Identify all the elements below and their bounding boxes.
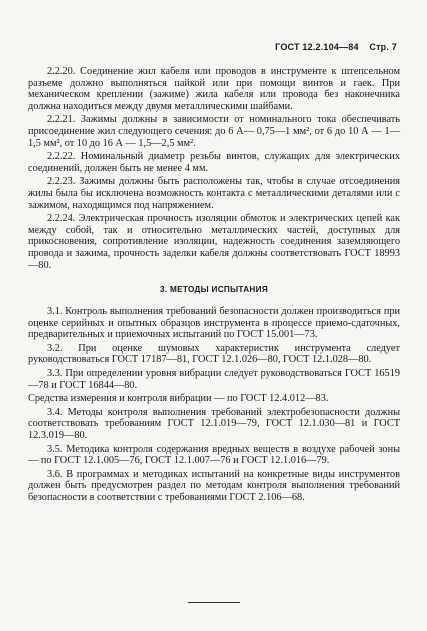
paragraph-3-2: 3.2. При оценке шумовых характеристик инструмента следует руководствоваться ГОСТ 17187—81, ГОСТ 12.1.026—80, ГОСТ 12.1.028—80. (28, 342, 400, 366)
page-header (275, 42, 397, 52)
paragraph-2-2-24: 2.2.24. Электрическая прочность изоляции обмоток и электрических цепей как между собой, так и относительно металлических частей, доступных для прикосновения, сопротивление изоляции, надежность соединения заземляющего провода и зажима, прочность заделки кабеля должны соответствовать ГОСТ 18993—80. (28, 213, 400, 271)
paragraph-2-2-21: 2.2.21. Зажимы должны в зависимости от номинального тока обеспечивать присоединение жил следующего сечения: до 6 А— 0,75—1 мм², от 6 до 10 А — 1—1,5 мм², от 10 до 16 А — 1,5—2,5 мм². (28, 114, 400, 149)
paragraph-2-2-23: 2.2.23. Зажимы должны быть расположены так, чтобы в случае отсоединения жилы была бы исключена возможность контакта с металлическими деталями или с зажимом, находящимся под напряжением. (28, 176, 400, 211)
paragraph-3-4: 3.4. Методы контроля выполнения требований электробезопасности должны соответствовать требованиям ГОСТ 12.1.019—79, ГОСТ 12.1.030—81 и ГОСТ 12.3.019—80. (28, 406, 400, 442)
vibration-means-line: Средства измерения и контроля вибрации — по ГОСТ 12.4.012—83. (28, 393, 329, 405)
page-number: Стр. 7 (369, 42, 397, 52)
paragraph-2-2-20: 2.2.20. Соединение жил кабеля или проводов в инструменте к штепсельном разъеме должно выполняться пайкой или при помощи винтов и гаек. При механическом креплении (зажиме) жила кабеля или провода без наконечника должна находиться между двумя металлическими шайбами. (28, 66, 400, 112)
body-text (28, 66, 400, 506)
footer-divider (188, 602, 240, 603)
section-title: 3. МЕТОДЫ ИСПЫТАНИЯ (159, 285, 269, 295)
paragraph-3-1: 3.1. Контроль выполнения требований безопасности должен производиться при оценке серийных и опытных образцов инструмента в процессе приемо-сдаточных, предварительных и приемочных испытаний по ГОСТ 15.001—73. (28, 306, 400, 341)
paragraph-2-2-22: 2.2.22. Номинальный диаметр резьбы винтов, служащих для электрических соединений, должен быть не менее 4 мм. (28, 151, 400, 174)
paragraph-3-5: 3.5. Методика контроля содержания вредных веществ в воздухе рабочей зоны — по ГОСТ 12.1.005—76, ГОСТ 12.1.007—76 и ГОСТ 12.1.016—79. (28, 443, 400, 467)
standard-number: ГОСТ 12.2.104—84 (275, 42, 359, 52)
paragraph-3-6: 3.6. В программах и методиках испытаний на конкретные виды инструментов должен быть предусмотрен раздел по методам контроля выполнения требований безопасности в соответствии с требованиями ГОСТ 2.106—68. (28, 468, 400, 503)
paragraph-3-3: 3.3. При определении уровня вибрации следует руководствоваться ГОСТ 16519—78 и ГОСТ 16844—80. (28, 368, 400, 391)
